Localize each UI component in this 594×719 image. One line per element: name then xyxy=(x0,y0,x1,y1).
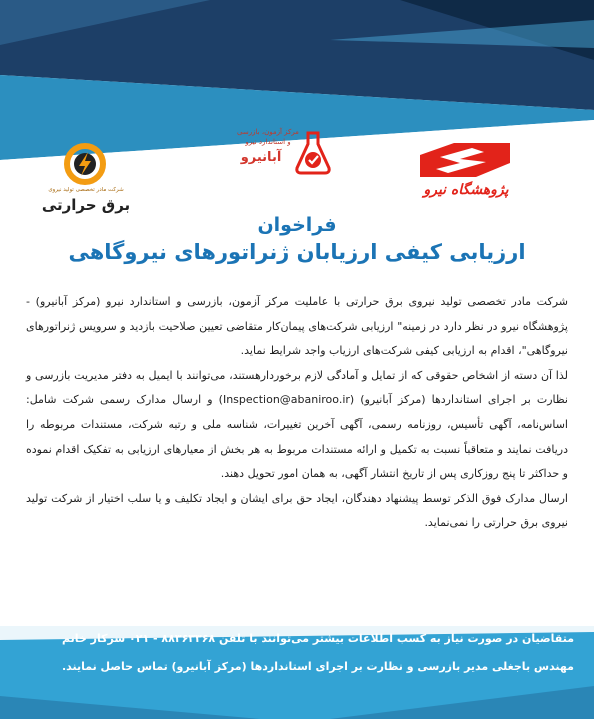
abaniroo-brand: آبانیرو xyxy=(240,150,282,165)
bargh-harati-brand: برق حرارتی xyxy=(41,196,131,214)
niroo-research-logo-icon xyxy=(420,143,510,177)
footer-contact-line-1: متقاضیان در صورت نیاز به کسب اطلاعات بیشتر می‌توانند با تلفن ۸۸۳۶۳۳۶۸ - ۰۲۱ سرکار خانم xyxy=(62,632,574,645)
abaniroo-line1: مرکز آزمون، بازرسی xyxy=(237,128,299,136)
flask-check-icon xyxy=(294,130,332,176)
abaniroo-line2: و استاندارد نیرو xyxy=(245,138,291,146)
announcement-subtitle: ارزیابی کیفی ارزیابان ژنراتورهای نیروگاهی xyxy=(68,240,526,264)
contact-footer xyxy=(0,626,594,719)
body-paragraph-1: شرکت مادر تخصصی تولید نیروی برق حرارتی با عاملیت مرکز آزمون، بازرسی و استاندارد نیرو (مرکز آبانیرو) - پژوهشگاه نیرو در نظر دارد در زمینه" ارزیابی شرکت‌های پیمان‌کار متقاضی تعیین صلاحیت بازدید و سرویس ژنراتورهای نیروگاهی"، اقدام به ارزیابی کیفی شرکت‌های ارزیاب واجد شرایط نماید. xyxy=(26,295,568,358)
body-paragraph-3: ارسال مدارک فوق الذکر توسط پیشنهاد دهندگان، ایجاد حق برای ایشان و ایجاد تکلیف و یا سلب اختیار از شرکت تولید نیروی برق حرارتی را نمی‌نماید. xyxy=(26,491,568,530)
body-paragraph-2: لذا آن دسته از اشخاص حقوقی که از تمایل و آمادگی لازم برخوردارهستند، می‌توانند با ایمیل به دفتر مدیریت بازرسی و نظارت بر اجرای استانداردها (مرکز آبانیرو) (Inspection@abaniroo.ir) و ارسال مدارک رسمی شرکت شامل: اساس‌نامه، آگهی تأسیس، روزنامه رسمی، آگهی آخرین تغییرات، شناسه ملی و رتبه شرکت، مستندات مربوطه را دریافت نمایند و متعاقباً نسبت به تکمیل و ارائه مستندات مربوط به هر بخش از معیارهای ارزیابی به تفکیک اقدام نموده و حداکثر تا پنج روزکاری پس از تاریخ انتشار آگهی، به همان امور تحویل دهند. xyxy=(26,368,568,481)
niroo-research-brand: پژوهشگاه نیرو xyxy=(423,182,509,198)
announcement-title: فراخوان xyxy=(257,214,337,236)
announcement-body xyxy=(26,290,568,536)
bargh-harati-logo-icon xyxy=(64,143,106,185)
bargh-harati-tagline: شرکت مادر تخصصی تولید نیروی xyxy=(48,187,124,193)
footer-contact-line-2: مهندس باجغلی مدیر بازرسی و نظارت بر اجرای استانداردها (مرکز آبانیرو) تماس حاصل نمایند. xyxy=(61,660,574,673)
